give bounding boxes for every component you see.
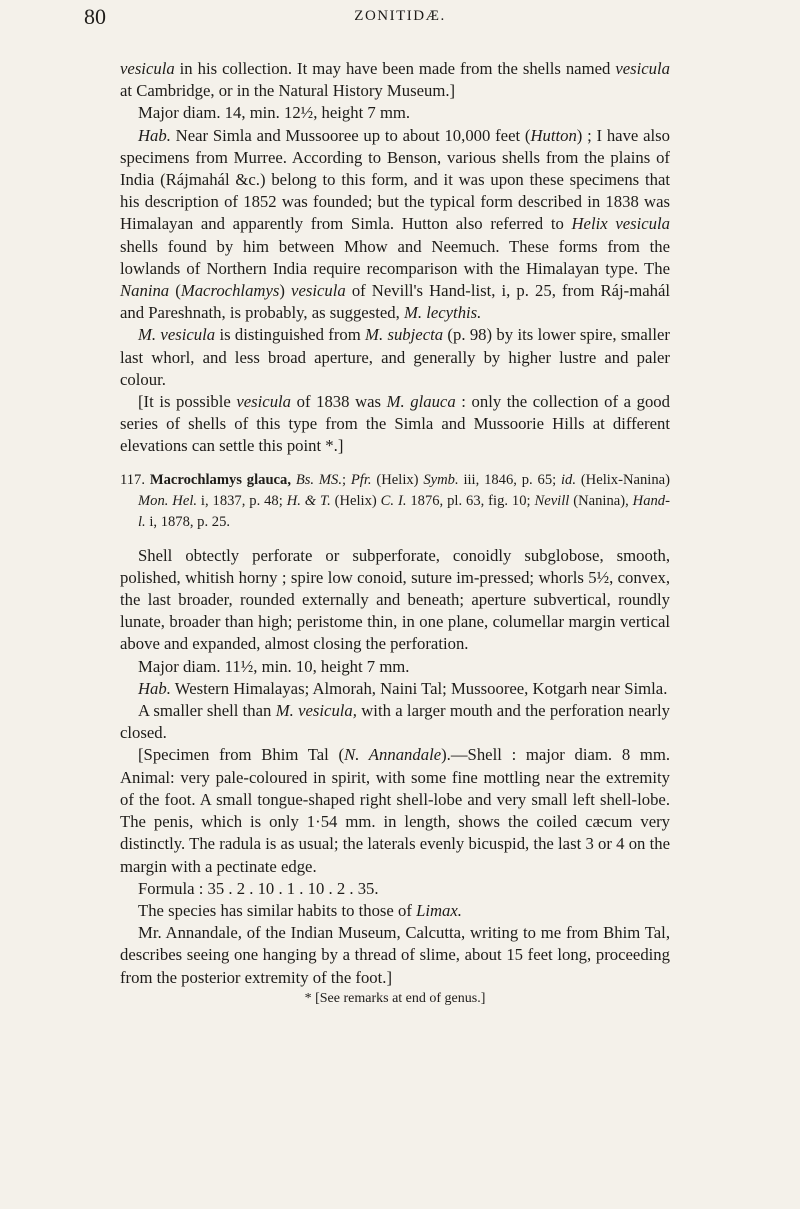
italic-text: M. subjecta [365, 325, 444, 345]
italic-text: H. & T. [286, 492, 331, 509]
footnote: * [See remarks at end of genus.] [304, 990, 486, 1006]
bold-text: Macrochlamys glauca, [149, 471, 291, 488]
italic-text: vesicula [236, 392, 292, 412]
italic-text: Hab. [138, 125, 171, 145]
text-run: shells found by him between Mhow and Neemuch. These forms from the lowlands of Northern India require recomparison with the Himalayan type. The [120, 236, 670, 278]
paragraph [120, 700, 670, 744]
species-reference [120, 470, 670, 533]
italic-text: Helix vesicula [571, 214, 671, 234]
text-run: Near Simla and Mussooree up to about 10,000 feet ( [170, 125, 531, 145]
italic-text: N. Annandale [344, 745, 442, 765]
text-run: : only the collection of a good series of shells of this type from the Simla and Mussoorie Hills at different elevations can settle this point *.] [120, 392, 670, 456]
text-run: ).—Shell : major diam. 8 mm. Animal: very pale-coloured in spirit, with some fine mottling near the extremity of the foot. A small tongue-shaped right shell-lobe and very small left shell-lobe. The penis, which is only 1·54 mm. in length, shows the coiled cæcum very distinctly. The radula is as usual; the laterals evenly bicuspid, the last 3 or 4 on the margin with a pectinate edge. [120, 745, 671, 876]
paragraph [120, 391, 670, 458]
italic-text: M. vesicula, [275, 701, 357, 721]
text-run: (Helix) [371, 471, 424, 488]
text-run: (p. 98) by its lower spire, smaller last whorl, and less broad aperture, and generally by higher lustre and paler colour. [120, 325, 670, 389]
text-run: 117. [120, 471, 150, 488]
italic-text: vesicula [291, 281, 346, 301]
paragraph [120, 878, 670, 900]
italic-text: Limax. [416, 900, 462, 920]
text-run: Western Himalayas; Almorah, Naini Tal; Mussooree, Kotgarh near Simla. [170, 678, 668, 698]
text-run: Major diam. 14, min. 12½, height 7 mm. [138, 103, 411, 123]
text-run: in his collection. It may have been made from the shells named [174, 59, 616, 78]
paragraph [120, 545, 670, 656]
italic-text: Symb. [423, 471, 459, 488]
page-number: 80 [84, 4, 106, 29]
running-head: ZONITIDÆ. [354, 8, 446, 24]
text-run: at Cambridge, or in the Natural History Museum.] [120, 81, 456, 101]
paragraph [120, 102, 670, 124]
text-run: i, 1878, p. 25. [145, 513, 231, 530]
italic-text: Pfr. [350, 471, 372, 488]
text-run: of 1838 was [291, 392, 387, 412]
italic-text: Hutton [530, 125, 577, 145]
text-run: iii, 1846, p. 65; [458, 471, 561, 488]
text-run: with a larger mouth and the perforation nearly closed. [120, 701, 671, 743]
italic-text: C. I. [380, 492, 407, 509]
text-run: of Nevill's Hand-list, i, p. 25, from Ráj-mahál and Pareshnath, is probably, as suggested, [120, 281, 670, 323]
paragraph [120, 678, 670, 700]
italic-text: vesicula [120, 59, 175, 78]
paragraph [120, 744, 670, 877]
text-run: (Helix-Nanina) [576, 471, 670, 488]
paragraph [120, 58, 670, 102]
text-run: The species has similar habits to those of [138, 900, 417, 920]
italic-text: Nevill [534, 492, 570, 509]
text-run: Mr. Annandale, of the Indian Museum, Calcutta, writing to me from Bhim Tal, describes seeing one hanging by a thread of slime, about 15 feet long, proceeding from the posterior extremity of the foot.] [120, 923, 670, 987]
italic-text: Hand-l. [138, 492, 670, 530]
italic-text: Macrochlamys [180, 281, 280, 301]
italic-text: M. vesicula [138, 325, 216, 345]
italic-text: Nanina [120, 281, 170, 301]
text-run: A smaller shell than [138, 701, 276, 721]
text-run: is distinguished from [215, 325, 366, 345]
text-run: ( [169, 281, 181, 301]
italic-text: Hab. [138, 678, 171, 698]
paragraph [120, 900, 670, 922]
text-run: i, 1837, p. 48; [197, 492, 287, 509]
paragraph [120, 922, 670, 989]
text-run: (Nanina), [569, 492, 633, 509]
body-text [120, 58, 670, 1009]
text-run: Major diam. 11½, min. 10, height 7 mm. [138, 656, 410, 676]
italic-text: Bs. MS. [295, 471, 342, 488]
text-run: (Helix) [330, 492, 381, 509]
text-run: ; [341, 471, 351, 488]
text-run: 1876, pl. 63, fig. 10; [406, 492, 535, 509]
text-run: ) [279, 281, 292, 301]
paragraph [120, 656, 670, 678]
italic-text: M. glauca [386, 392, 456, 412]
paragraph [120, 125, 670, 325]
paragraph [120, 324, 670, 391]
text-run: Formula : 35 . 2 . 10 . 1 . 10 . 2 . 35. [138, 878, 379, 898]
text-run: [It is possible [138, 392, 237, 412]
italic-text: Mon. Hel. [138, 492, 198, 509]
text-run: [Specimen from Bhim Tal ( [138, 745, 345, 765]
italic-text: M. lecythis. [403, 303, 482, 323]
italic-text: vesicula [615, 59, 670, 78]
italic-text: id. [561, 471, 576, 488]
text-run: Shell obtectly perforate or subperforate, conoidly subglobose, smooth, polished, whitish horny ; spire low conoid, suture im-pressed; whorls 5½, convex, the last broader, rounded externally and beneath; aperture subvertical, roundly lunate, broader than high; peristome thin, in one plane, columellar margin vertical above and expanded, almost closing the perforation. [120, 545, 670, 654]
page-header [0, 4, 800, 32]
text-run: ) ; I have also specimens from Murree. According to Benson, various shells from the plains of India (Rájmahál &c.) belong to this form, and it was upon these specimens that his description of 1852 was founded; but the typical form described in 1838 was Himalayan and apparently from Simla. Hutton also referred to [120, 125, 670, 234]
